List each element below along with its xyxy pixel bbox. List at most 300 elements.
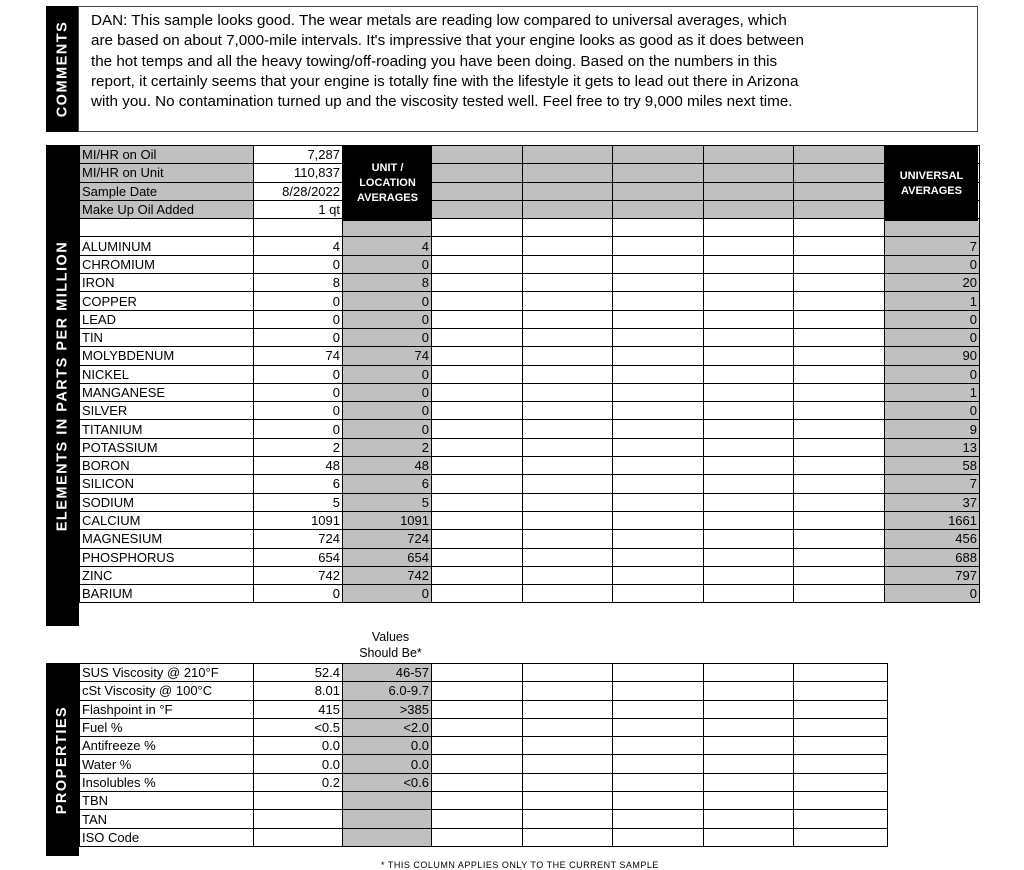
history-cell [613, 548, 704, 566]
history-cell [794, 737, 888, 755]
history-cell [523, 457, 613, 475]
history-cell [704, 420, 794, 438]
history-cell [523, 347, 613, 365]
history-cell [794, 237, 885, 255]
property-should-be [343, 810, 432, 828]
history-cell [704, 792, 794, 810]
history-cell [613, 164, 704, 182]
history-cell [432, 548, 523, 566]
element-universal: 0 [885, 328, 980, 346]
history-cell [523, 755, 613, 773]
element-value: 0 [254, 292, 343, 310]
history-cell [794, 383, 885, 401]
history-cell [704, 457, 794, 475]
history-cell [613, 402, 704, 420]
element-value: 4 [254, 237, 343, 255]
info-row [80, 200, 980, 218]
history-cell [432, 255, 523, 273]
history-cell [704, 292, 794, 310]
element-row [80, 566, 980, 584]
element-value: 48 [254, 457, 343, 475]
property-row [80, 755, 888, 773]
history-cell [794, 566, 885, 584]
history-cell [432, 718, 523, 736]
comment-line: with you. No contamination turned up and the viscosity tested well. Feel free to try 9,000 miles next time. [91, 93, 793, 111]
history-cell [794, 328, 885, 346]
property-value [254, 792, 343, 810]
info-value: 8/28/2022 [254, 182, 343, 200]
element-row [80, 457, 980, 475]
property-should-be: <0.6 [343, 773, 432, 791]
element-name: ZINC [80, 566, 254, 584]
history-cell [523, 365, 613, 383]
property-row [80, 737, 888, 755]
element-unit-avg: 74 [343, 347, 432, 365]
info-label: MI/HR on Unit [80, 164, 254, 182]
history-cell [432, 274, 523, 292]
properties-sidebar [46, 663, 79, 856]
history-cell [794, 475, 885, 493]
property-row [80, 828, 888, 846]
history-cell [794, 493, 885, 511]
element-value: 0 [254, 365, 343, 383]
property-name: Insolubles % [80, 773, 254, 791]
property-name: Water % [80, 755, 254, 773]
element-row [80, 237, 980, 255]
blank-cell [704, 219, 794, 237]
element-unit-avg: 724 [343, 530, 432, 548]
history-cell [613, 347, 704, 365]
history-cell [432, 365, 523, 383]
property-should-be: <2.0 [343, 718, 432, 736]
element-name: SODIUM [80, 493, 254, 511]
element-row [80, 328, 980, 346]
element-unit-avg: 0 [343, 420, 432, 438]
property-should-be: 0.0 [343, 737, 432, 755]
property-row [80, 810, 888, 828]
history-cell [432, 792, 523, 810]
history-cell [704, 548, 794, 566]
universal-header-text: UNIVERSAL AVERAGES [899, 169, 964, 197]
element-unit-avg: 8 [343, 274, 432, 292]
element-value: 742 [254, 566, 343, 584]
history-cell [613, 700, 704, 718]
history-cell [613, 682, 704, 700]
history-cell [432, 530, 523, 548]
history-cell [613, 292, 704, 310]
history-cell [523, 566, 613, 584]
history-cell [794, 292, 885, 310]
history-cell [432, 146, 523, 164]
values-header-line2: Should Be* [359, 646, 422, 660]
comment-line: DAN: This sample looks good. The wear metals are reading low compared to universal averages, which [91, 12, 787, 29]
history-cell [432, 310, 523, 328]
history-cell [432, 511, 523, 529]
element-row [80, 402, 980, 420]
history-cell [794, 585, 885, 603]
values-should-be-header [343, 629, 438, 661]
history-cell [432, 383, 523, 401]
element-unit-avg: 5 [343, 493, 432, 511]
property-name: cSt Viscosity @ 100°C [80, 682, 254, 700]
element-name: MANGANESE [80, 383, 254, 401]
history-cell [432, 475, 523, 493]
history-cell [432, 700, 523, 718]
history-cell [794, 200, 885, 218]
history-cell [523, 511, 613, 529]
history-cell [523, 420, 613, 438]
history-cell [613, 182, 704, 200]
history-cell [613, 585, 704, 603]
history-cell [794, 182, 885, 200]
history-cell [704, 365, 794, 383]
info-value: 7,287 [254, 146, 343, 164]
element-universal: 0 [885, 585, 980, 603]
property-should-be: 6.0-9.7 [343, 682, 432, 700]
history-cell [523, 585, 613, 603]
history-cell [432, 328, 523, 346]
element-universal: 0 [885, 402, 980, 420]
history-cell [432, 682, 523, 700]
element-value: 2 [254, 438, 343, 456]
element-value: 0 [254, 255, 343, 273]
history-cell [523, 737, 613, 755]
history-cell [613, 511, 704, 529]
history-cell [794, 755, 888, 773]
history-cell [794, 792, 888, 810]
elements-table [79, 145, 980, 603]
element-name: ALUMINUM [80, 237, 254, 255]
properties-label: PROPERTIES [54, 705, 71, 814]
property-name: Flashpoint in °F [80, 700, 254, 718]
property-should-be: 46-57 [343, 664, 432, 682]
comments-box [78, 6, 978, 132]
element-unit-avg: 0 [343, 402, 432, 420]
property-name: SUS Viscosity @ 210°F [80, 664, 254, 682]
property-name: TAN [80, 810, 254, 828]
element-row [80, 347, 980, 365]
property-name: ISO Code [80, 828, 254, 846]
property-row [80, 700, 888, 718]
blank-cell [432, 219, 523, 237]
history-cell [704, 383, 794, 401]
history-cell [794, 511, 885, 529]
element-row [80, 255, 980, 273]
history-cell [613, 274, 704, 292]
history-cell [613, 255, 704, 273]
property-value [254, 828, 343, 846]
element-row [80, 511, 980, 529]
elements-sidebar [46, 145, 79, 626]
element-universal: 13 [885, 438, 980, 456]
history-cell [704, 402, 794, 420]
element-universal: 0 [885, 310, 980, 328]
info-label: Make Up Oil Added [80, 200, 254, 218]
history-cell [613, 718, 704, 736]
element-universal: 9 [885, 420, 980, 438]
history-cell [613, 200, 704, 218]
element-universal: 7 [885, 475, 980, 493]
history-cell [704, 530, 794, 548]
element-row [80, 585, 980, 603]
history-cell [704, 828, 794, 846]
element-universal: 0 [885, 365, 980, 383]
history-cell [613, 365, 704, 383]
history-cell [432, 347, 523, 365]
element-value: 0 [254, 402, 343, 420]
history-cell [523, 700, 613, 718]
element-name: BARIUM [80, 585, 254, 603]
history-cell [432, 237, 523, 255]
history-cell [432, 457, 523, 475]
history-cell [523, 438, 613, 456]
history-cell [432, 755, 523, 773]
property-row [80, 773, 888, 791]
info-value: 110,837 [254, 164, 343, 182]
element-name: POTASSIUM [80, 438, 254, 456]
element-universal: 58 [885, 457, 980, 475]
element-value: 8 [254, 274, 343, 292]
history-cell [613, 438, 704, 456]
history-cell [794, 530, 885, 548]
history-cell [432, 420, 523, 438]
element-unit-avg: 6 [343, 475, 432, 493]
blank-cell [523, 219, 613, 237]
element-row [80, 292, 980, 310]
history-cell [704, 146, 794, 164]
element-unit-avg: 48 [343, 457, 432, 475]
history-cell [704, 682, 794, 700]
history-cell [523, 682, 613, 700]
element-value: 0 [254, 383, 343, 401]
property-value: 8.01 [254, 682, 343, 700]
element-name: LEAD [80, 310, 254, 328]
element-unit-avg: 1091 [343, 511, 432, 529]
history-cell [523, 164, 613, 182]
element-unit-avg: 742 [343, 566, 432, 584]
history-cell [794, 420, 885, 438]
element-unit-avg: 0 [343, 255, 432, 273]
history-cell [613, 493, 704, 511]
history-cell [704, 773, 794, 791]
history-cell [704, 200, 794, 218]
element-universal: 1 [885, 383, 980, 401]
history-cell [704, 700, 794, 718]
blank-cell [254, 219, 343, 237]
history-cell [704, 164, 794, 182]
unit-avg-header-text: UNIT / LOCATION AVERAGES [357, 162, 418, 204]
history-cell [704, 664, 794, 682]
history-cell [794, 828, 888, 846]
element-name: SILVER [80, 402, 254, 420]
history-cell [523, 237, 613, 255]
element-universal: 37 [885, 493, 980, 511]
element-name: TIN [80, 328, 254, 346]
history-cell [794, 255, 885, 273]
comments-label: COMMENTS [54, 20, 70, 118]
element-universal: 20 [885, 274, 980, 292]
history-cell [613, 237, 704, 255]
history-cell [432, 182, 523, 200]
property-should-be [343, 792, 432, 810]
history-cell [613, 566, 704, 584]
element-universal: 688 [885, 548, 980, 566]
history-cell [613, 328, 704, 346]
element-unit-avg: 0 [343, 365, 432, 383]
history-cell [523, 475, 613, 493]
history-cell [794, 810, 888, 828]
element-value: 74 [254, 347, 343, 365]
history-cell [794, 365, 885, 383]
property-value: 415 [254, 700, 343, 718]
history-cell [523, 182, 613, 200]
history-cell [523, 402, 613, 420]
history-cell [523, 493, 613, 511]
element-name: IRON [80, 274, 254, 292]
element-row [80, 530, 980, 548]
element-row [80, 493, 980, 511]
history-cell [704, 438, 794, 456]
element-row [80, 383, 980, 401]
element-value: 0 [254, 328, 343, 346]
history-cell [432, 810, 523, 828]
history-cell [523, 792, 613, 810]
history-cell [613, 530, 704, 548]
element-universal: 1661 [885, 511, 980, 529]
comment-line: the hot temps and all the heavy towing/off-roading you have been doing. Based on the numbers in this [91, 52, 778, 70]
history-cell [432, 664, 523, 682]
element-unit-avg: 0 [343, 585, 432, 603]
history-cell [613, 475, 704, 493]
property-value: 0.0 [254, 755, 343, 773]
property-row [80, 792, 888, 810]
history-cell [432, 737, 523, 755]
history-cell [523, 530, 613, 548]
blank-cell [343, 219, 432, 237]
history-cell [613, 810, 704, 828]
property-name: Fuel % [80, 718, 254, 736]
history-cell [704, 182, 794, 200]
footnote: * THIS COLUMN APPLIES ONLY TO THE CURRENT SAMPLE [381, 860, 659, 870]
element-universal: 90 [885, 347, 980, 365]
history-cell [704, 566, 794, 584]
element-value: 0 [254, 420, 343, 438]
property-should-be: >385 [343, 700, 432, 718]
history-cell [523, 200, 613, 218]
element-name: TITANIUM [80, 420, 254, 438]
history-cell [704, 511, 794, 529]
history-cell [794, 664, 888, 682]
property-row [80, 682, 888, 700]
history-cell [523, 828, 613, 846]
history-cell [613, 828, 704, 846]
element-row [80, 420, 980, 438]
property-name: Antifreeze % [80, 737, 254, 755]
comment-line: report, it certainly seems that your engine is totally fine with the lifestyle it gets to lead out there in Arizona [91, 72, 799, 90]
history-cell [704, 475, 794, 493]
history-cell [794, 457, 885, 475]
history-cell [794, 310, 885, 328]
history-cell [704, 755, 794, 773]
history-cell [613, 737, 704, 755]
values-header-line1: Values [371, 630, 410, 644]
history-cell [704, 810, 794, 828]
element-value: 6 [254, 475, 343, 493]
element-value: 5 [254, 493, 343, 511]
spacer-row [80, 219, 980, 237]
history-cell [523, 383, 613, 401]
history-cell [704, 328, 794, 346]
history-cell [794, 548, 885, 566]
blank-cell [794, 219, 885, 237]
history-cell [432, 773, 523, 791]
element-value: 0 [254, 310, 343, 328]
element-row [80, 274, 980, 292]
unit-location-averages-header [343, 146, 432, 221]
property-row [80, 664, 888, 682]
element-name: MOLYBDENUM [80, 347, 254, 365]
history-cell [523, 718, 613, 736]
history-cell [523, 773, 613, 791]
element-name: PHOSPHORUS [80, 548, 254, 566]
element-universal: 797 [885, 566, 980, 584]
element-name: CALCIUM [80, 511, 254, 529]
element-name: SILICON [80, 475, 254, 493]
property-value [254, 810, 343, 828]
history-cell [704, 718, 794, 736]
history-cell [523, 664, 613, 682]
property-name: TBN [80, 792, 254, 810]
history-cell [523, 548, 613, 566]
comments-sidebar [46, 6, 78, 132]
element-row [80, 475, 980, 493]
history-cell [613, 420, 704, 438]
info-row [80, 182, 980, 200]
element-unit-avg: 0 [343, 328, 432, 346]
history-cell [523, 328, 613, 346]
info-value: 1 qt [254, 200, 343, 218]
property-row [80, 718, 888, 736]
history-cell [523, 274, 613, 292]
history-cell [613, 664, 704, 682]
info-label: Sample Date [80, 182, 254, 200]
history-cell [432, 164, 523, 182]
history-cell [432, 292, 523, 310]
history-cell [613, 755, 704, 773]
history-cell [613, 146, 704, 164]
element-unit-avg: 0 [343, 310, 432, 328]
element-unit-avg: 2 [343, 438, 432, 456]
element-name: CHROMIUM [80, 255, 254, 273]
universal-averages-header [885, 146, 978, 221]
properties-table [79, 663, 888, 847]
comment-line: are based on about 7,000-mile intervals. It's impressive that your engine looks as good as it does between [91, 32, 804, 50]
history-cell [794, 438, 885, 456]
element-name: MAGNESIUM [80, 530, 254, 548]
property-value: <0.5 [254, 718, 343, 736]
info-row [80, 164, 980, 182]
info-label: MI/HR on Oil [80, 146, 254, 164]
element-unit-avg: 4 [343, 237, 432, 255]
history-cell [704, 493, 794, 511]
element-unit-avg: 0 [343, 383, 432, 401]
history-cell [704, 255, 794, 273]
element-universal: 7 [885, 237, 980, 255]
property-value: 0.2 [254, 773, 343, 791]
element-value: 724 [254, 530, 343, 548]
element-unit-avg: 0 [343, 292, 432, 310]
element-row [80, 438, 980, 456]
